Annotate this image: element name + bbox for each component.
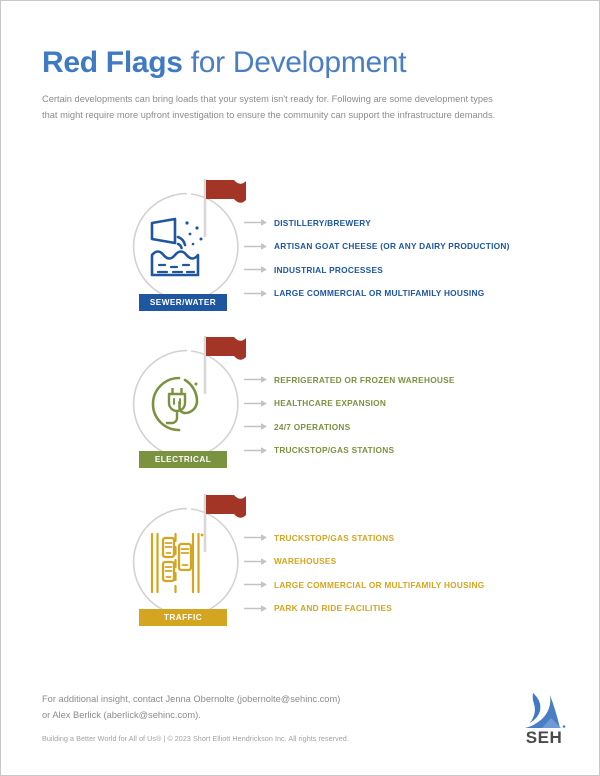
arrow-icon	[244, 242, 268, 251]
arrow-icon	[244, 375, 268, 384]
seh-logo-text: SEH	[525, 728, 563, 745]
footer	[42, 691, 562, 743]
list-item	[244, 415, 584, 439]
contact-line-1: For additional insight, contact Jenna Obernolte (jobernolte@sehinc.com)	[42, 694, 341, 704]
list-item	[244, 211, 584, 235]
arrow-icon	[244, 533, 268, 542]
section-sewer-water	[1, 177, 600, 327]
seh-logo	[520, 689, 568, 745]
list-item	[244, 392, 584, 416]
arrow-icon	[244, 265, 268, 274]
arrow-icon	[244, 446, 268, 455]
list-item-label: 24/7 OPERATIONS	[274, 421, 351, 432]
section-traffic	[1, 492, 600, 642]
list-item	[244, 597, 584, 621]
section-electrical	[1, 334, 600, 484]
arrow-icon	[244, 604, 268, 613]
arrow-icon	[244, 218, 268, 227]
arrow-icon	[244, 557, 268, 566]
list-item	[244, 368, 584, 392]
page-title-emphasis: Red Flags	[42, 46, 183, 79]
list-item	[244, 282, 584, 306]
list-item	[244, 258, 584, 282]
section-circle-electrical	[127, 348, 239, 460]
arrow-icon	[244, 289, 268, 298]
list-item-label: TRUCKSTOP/GAS STATIONS	[274, 445, 395, 456]
list-item-label: ARTISAN GOAT CHEESE (OR ANY DAIRY PRODUCTION)	[274, 241, 510, 252]
intro-paragraph: Certain developments can bring loads that your system isn't ready for. Following are some development types that might require more upfront investigation to ensure the community can support the infrastructure demands.	[42, 94, 496, 120]
list-item	[244, 439, 584, 463]
list-item	[244, 526, 584, 550]
list-item-label: PARK AND RIDE FACILITIES	[274, 603, 393, 614]
list-item-label: HEALTHCARE EXPANSION	[274, 398, 387, 409]
list-item-label: WAREHOUSES	[274, 556, 337, 567]
contact-line-2: or Alex Berlick (aberlick@sehinc.com).	[42, 710, 201, 720]
list-item	[244, 235, 584, 259]
items-electrical	[244, 368, 584, 462]
badge-electrical: ELECTRICAL	[139, 451, 227, 468]
list-item-label: LARGE COMMERCIAL OR MULTIFAMILY HOUSING	[274, 288, 485, 299]
list-item	[244, 573, 584, 597]
arrow-icon	[244, 422, 268, 431]
list-item-label: LARGE COMMERCIAL OR MULTIFAMILY HOUSING	[274, 579, 485, 590]
list-item	[244, 550, 584, 574]
list-item-label: INDUSTRIAL PROCESSES	[274, 264, 384, 275]
arrow-icon	[244, 399, 268, 408]
list-item-label: REFRIGERATED OR FROZEN WAREHOUSE	[274, 374, 455, 385]
badge-traffic: TRAFFIC	[139, 609, 227, 626]
section-circle-sewer-water	[127, 191, 239, 303]
items-sewer-water	[244, 211, 584, 305]
section-circle-traffic	[127, 506, 239, 618]
page-title-rest: for Development	[182, 46, 407, 79]
arrow-icon	[244, 580, 268, 589]
page-title	[42, 45, 522, 81]
header	[42, 45, 522, 123]
badge-sewer-water: SEWER/WATER	[139, 294, 227, 311]
items-traffic	[244, 526, 584, 620]
legal-line: Building a Better World for All of Us® | © 2023 Short Elliott Hendrickson Inc. All rights reserved.	[42, 734, 349, 743]
list-item-label: TRUCKSTOP/GAS STATIONS	[274, 532, 395, 543]
list-item-label: DISTILLERY/BREWERY	[274, 217, 371, 228]
